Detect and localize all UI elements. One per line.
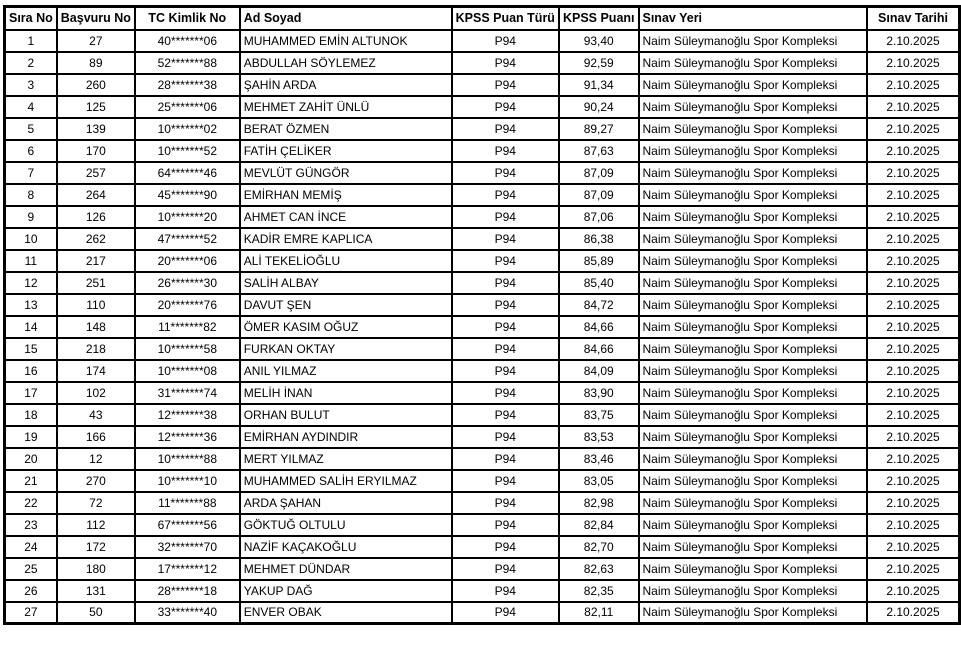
table-row (5, 272, 960, 294)
cell-sinav-yeri: Naim Süleymanoğlu Spor Kompleksi (639, 228, 868, 250)
cell-sira-no: 3 (5, 74, 57, 96)
cell-sira-no: 22 (5, 492, 57, 514)
cell-sinav-yeri: Naim Süleymanoğlu Spor Kompleksi (639, 74, 868, 96)
cell-basvuru-no: 112 (57, 514, 135, 536)
cell-sinav-tarihi: 2.10.2025 (867, 294, 959, 316)
cell-sira-no: 16 (5, 360, 57, 382)
cell-basvuru-no: 270 (57, 470, 135, 492)
cell-basvuru-no: 126 (57, 206, 135, 228)
table-row (5, 426, 960, 448)
table-row (5, 140, 960, 162)
cell-sinav-tarihi: 2.10.2025 (867, 52, 959, 74)
cell-ad-soyad: BERAT ÖZMEN (240, 118, 452, 140)
cell-sinav-yeri: Naim Süleymanoğlu Spor Kompleksi (639, 404, 868, 426)
cell-tc-kimlik-no: 31*******74 (135, 382, 240, 404)
cell-sira-no: 23 (5, 514, 57, 536)
cell-sinav-yeri: Naim Süleymanoğlu Spor Kompleksi (639, 52, 868, 74)
cell-kpss-puan-turu: P94 (452, 118, 559, 140)
cell-kpss-puan-turu: P94 (452, 272, 559, 294)
cell-sinav-tarihi: 2.10.2025 (867, 228, 959, 250)
table-row (5, 470, 960, 492)
cell-sinav-tarihi: 2.10.2025 (867, 162, 959, 184)
cell-kpss-puani: 87,09 (559, 162, 639, 184)
cell-sinav-tarihi: 2.10.2025 (867, 74, 959, 96)
cell-sira-no: 24 (5, 536, 57, 558)
cell-kpss-puani: 93,40 (559, 30, 639, 52)
cell-ad-soyad: MELİH İNAN (240, 382, 452, 404)
cell-tc-kimlik-no: 12*******38 (135, 404, 240, 426)
cell-kpss-puani: 84,66 (559, 316, 639, 338)
cell-basvuru-no: 43 (57, 404, 135, 426)
cell-tc-kimlik-no: 20*******76 (135, 294, 240, 316)
cell-tc-kimlik-no: 45*******90 (135, 184, 240, 206)
cell-kpss-puani: 83,75 (559, 404, 639, 426)
cell-kpss-puani: 85,40 (559, 272, 639, 294)
cell-tc-kimlik-no: 10*******52 (135, 140, 240, 162)
cell-ad-soyad: ANIL YILMAZ (240, 360, 452, 382)
cell-basvuru-no: 180 (57, 558, 135, 580)
cell-tc-kimlik-no: 10*******88 (135, 448, 240, 470)
cell-sinav-yeri: Naim Süleymanoğlu Spor Kompleksi (639, 140, 868, 162)
table-row (5, 74, 960, 96)
cell-sira-no: 17 (5, 382, 57, 404)
cell-tc-kimlik-no: 64*******46 (135, 162, 240, 184)
table-row (5, 184, 960, 206)
cell-kpss-puan-turu: P94 (452, 250, 559, 272)
table-row (5, 250, 960, 272)
cell-basvuru-no: 264 (57, 184, 135, 206)
cell-kpss-puani: 87,09 (559, 184, 639, 206)
column-header-tc-kimlik-no: TC Kimlik No (135, 7, 240, 30)
cell-sinav-tarihi: 2.10.2025 (867, 184, 959, 206)
cell-basvuru-no: 148 (57, 316, 135, 338)
cell-sira-no: 11 (5, 250, 57, 272)
cell-basvuru-no: 174 (57, 360, 135, 382)
cell-kpss-puan-turu: P94 (452, 228, 559, 250)
cell-ad-soyad: MEHMET DÜNDAR (240, 558, 452, 580)
cell-tc-kimlik-no: 10*******10 (135, 470, 240, 492)
cell-sinav-tarihi: 2.10.2025 (867, 118, 959, 140)
cell-ad-soyad: KADİR EMRE KAPLICA (240, 228, 452, 250)
cell-tc-kimlik-no: 10*******08 (135, 360, 240, 382)
cell-sinav-tarihi: 2.10.2025 (867, 602, 959, 624)
cell-sinav-yeri: Naim Süleymanoğlu Spor Kompleksi (639, 162, 868, 184)
cell-sinav-yeri: Naim Süleymanoğlu Spor Kompleksi (639, 206, 868, 228)
cell-kpss-puani: 83,53 (559, 426, 639, 448)
cell-basvuru-no: 131 (57, 580, 135, 602)
cell-ad-soyad: EMİRHAN AYDINDIR (240, 426, 452, 448)
table-row (5, 580, 960, 602)
table-row (5, 30, 960, 52)
cell-kpss-puani: 84,66 (559, 338, 639, 360)
cell-sinav-tarihi: 2.10.2025 (867, 426, 959, 448)
cell-sinav-tarihi: 2.10.2025 (867, 250, 959, 272)
cell-sinav-tarihi: 2.10.2025 (867, 448, 959, 470)
cell-ad-soyad: ENVER OBAK (240, 602, 452, 624)
cell-ad-soyad: SALİH ALBAY (240, 272, 452, 294)
cell-kpss-puan-turu: P94 (452, 514, 559, 536)
cell-sinav-tarihi: 2.10.2025 (867, 382, 959, 404)
cell-tc-kimlik-no: 40*******06 (135, 30, 240, 52)
column-header-sira-no: Sıra No (5, 7, 57, 30)
cell-sinav-yeri: Naim Süleymanoğlu Spor Kompleksi (639, 184, 868, 206)
cell-basvuru-no: 218 (57, 338, 135, 360)
cell-tc-kimlik-no: 25*******06 (135, 96, 240, 118)
cell-basvuru-no: 170 (57, 140, 135, 162)
cell-basvuru-no: 251 (57, 272, 135, 294)
cell-sinav-tarihi: 2.10.2025 (867, 316, 959, 338)
cell-kpss-puan-turu: P94 (452, 74, 559, 96)
table-row (5, 206, 960, 228)
cell-tc-kimlik-no: 26*******30 (135, 272, 240, 294)
cell-sira-no: 21 (5, 470, 57, 492)
cell-kpss-puani: 82,63 (559, 558, 639, 580)
cell-kpss-puan-turu: P94 (452, 338, 559, 360)
table-row (5, 492, 960, 514)
cell-tc-kimlik-no: 17*******12 (135, 558, 240, 580)
table-row (5, 404, 960, 426)
cell-sira-no: 10 (5, 228, 57, 250)
cell-tc-kimlik-no: 12*******36 (135, 426, 240, 448)
table-row (5, 448, 960, 470)
cell-sira-no: 5 (5, 118, 57, 140)
cell-kpss-puan-turu: P94 (452, 360, 559, 382)
cell-kpss-puani: 87,06 (559, 206, 639, 228)
cell-kpss-puani: 82,70 (559, 536, 639, 558)
cell-sinav-tarihi: 2.10.2025 (867, 360, 959, 382)
cell-sinav-tarihi: 2.10.2025 (867, 96, 959, 118)
cell-sira-no: 2 (5, 52, 57, 74)
cell-sira-no: 26 (5, 580, 57, 602)
cell-kpss-puani: 83,90 (559, 382, 639, 404)
cell-kpss-puan-turu: P94 (452, 184, 559, 206)
cell-basvuru-no: 257 (57, 162, 135, 184)
cell-tc-kimlik-no: 47*******52 (135, 228, 240, 250)
cell-sira-no: 18 (5, 404, 57, 426)
table-row (5, 316, 960, 338)
cell-sinav-yeri: Naim Süleymanoğlu Spor Kompleksi (639, 382, 868, 404)
cell-basvuru-no: 262 (57, 228, 135, 250)
cell-sinav-yeri: Naim Süleymanoğlu Spor Kompleksi (639, 316, 868, 338)
cell-sinav-tarihi: 2.10.2025 (867, 580, 959, 602)
cell-tc-kimlik-no: 11*******82 (135, 316, 240, 338)
cell-sinav-tarihi: 2.10.2025 (867, 470, 959, 492)
cell-kpss-puan-turu: P94 (452, 536, 559, 558)
cell-sira-no: 14 (5, 316, 57, 338)
cell-kpss-puani: 82,98 (559, 492, 639, 514)
cell-sinav-tarihi: 2.10.2025 (867, 536, 959, 558)
cell-ad-soyad: ŞAHİN ARDA (240, 74, 452, 96)
cell-ad-soyad: ARDA ŞAHAN (240, 492, 452, 514)
cell-tc-kimlik-no: 10*******20 (135, 206, 240, 228)
cell-kpss-puani: 83,05 (559, 470, 639, 492)
table-row (5, 338, 960, 360)
cell-ad-soyad: MUHAMMED EMİN ALTUNOK (240, 30, 452, 52)
cell-sira-no: 25 (5, 558, 57, 580)
cell-tc-kimlik-no: 28*******38 (135, 74, 240, 96)
cell-ad-soyad: ALİ TEKELİOĞLU (240, 250, 452, 272)
cell-kpss-puan-turu: P94 (452, 492, 559, 514)
cell-kpss-puan-turu: P94 (452, 404, 559, 426)
cell-kpss-puani: 91,34 (559, 74, 639, 96)
cell-kpss-puani: 82,11 (559, 602, 639, 624)
cell-sinav-tarihi: 2.10.2025 (867, 30, 959, 52)
cell-tc-kimlik-no: 67*******56 (135, 514, 240, 536)
cell-kpss-puan-turu: P94 (452, 206, 559, 228)
column-header-kpss-puan-turu: KPSS Puan Türü (452, 7, 559, 30)
cell-sira-no: 1 (5, 30, 57, 52)
column-header-sinav-yeri: Sınav Yeri (639, 7, 868, 30)
cell-basvuru-no: 72 (57, 492, 135, 514)
cell-ad-soyad: EMİRHAN MEMİŞ (240, 184, 452, 206)
cell-kpss-puani: 92,59 (559, 52, 639, 74)
table-row (5, 228, 960, 250)
cell-tc-kimlik-no: 32*******70 (135, 536, 240, 558)
cell-kpss-puani: 82,84 (559, 514, 639, 536)
cell-sinav-yeri: Naim Süleymanoğlu Spor Kompleksi (639, 294, 868, 316)
cell-kpss-puani: 90,24 (559, 96, 639, 118)
cell-kpss-puan-turu: P94 (452, 162, 559, 184)
cell-ad-soyad: GÖKTUĞ OLTULU (240, 514, 452, 536)
table-header-row (5, 7, 960, 30)
cell-sira-no: 13 (5, 294, 57, 316)
cell-kpss-puani: 84,72 (559, 294, 639, 316)
cell-ad-soyad: AHMET CAN İNCE (240, 206, 452, 228)
cell-sira-no: 4 (5, 96, 57, 118)
exam-results-table (3, 5, 961, 625)
cell-sinav-yeri: Naim Süleymanoğlu Spor Kompleksi (639, 492, 868, 514)
cell-basvuru-no: 166 (57, 426, 135, 448)
cell-sinav-yeri: Naim Süleymanoğlu Spor Kompleksi (639, 30, 868, 52)
cell-kpss-puan-turu: P94 (452, 316, 559, 338)
cell-sinav-yeri: Naim Süleymanoğlu Spor Kompleksi (639, 426, 868, 448)
cell-sira-no: 9 (5, 206, 57, 228)
cell-sinav-yeri: Naim Süleymanoğlu Spor Kompleksi (639, 470, 868, 492)
table-row (5, 96, 960, 118)
cell-sinav-yeri: Naim Süleymanoğlu Spor Kompleksi (639, 558, 868, 580)
cell-tc-kimlik-no: 10*******02 (135, 118, 240, 140)
cell-kpss-puan-turu: P94 (452, 294, 559, 316)
cell-sinav-tarihi: 2.10.2025 (867, 338, 959, 360)
cell-basvuru-no: 12 (57, 448, 135, 470)
cell-sira-no: 27 (5, 602, 57, 624)
cell-tc-kimlik-no: 28*******18 (135, 580, 240, 602)
cell-kpss-puan-turu: P94 (452, 96, 559, 118)
column-header-basvuru-no: Başvuru No (57, 7, 135, 30)
cell-ad-soyad: ÖMER KASIM OĞUZ (240, 316, 452, 338)
cell-sinav-yeri: Naim Süleymanoğlu Spor Kompleksi (639, 448, 868, 470)
cell-kpss-puan-turu: P94 (452, 470, 559, 492)
cell-ad-soyad: ORHAN BULUT (240, 404, 452, 426)
cell-sinav-tarihi: 2.10.2025 (867, 206, 959, 228)
table-row (5, 602, 960, 624)
cell-basvuru-no: 102 (57, 382, 135, 404)
cell-sinav-tarihi: 2.10.2025 (867, 492, 959, 514)
cell-sinav-yeri: Naim Süleymanoğlu Spor Kompleksi (639, 536, 868, 558)
cell-ad-soyad: MERT YILMAZ (240, 448, 452, 470)
cell-sinav-yeri: Naim Süleymanoğlu Spor Kompleksi (639, 250, 868, 272)
cell-kpss-puan-turu: P94 (452, 382, 559, 404)
cell-ad-soyad: FURKAN OKTAY (240, 338, 452, 360)
column-header-ad-soyad: Ad Soyad (240, 7, 452, 30)
cell-sinav-tarihi: 2.10.2025 (867, 140, 959, 162)
cell-ad-soyad: MEHMET ZAHİT ÜNLÜ (240, 96, 452, 118)
table-row (5, 118, 960, 140)
cell-ad-soyad: ABDULLAH SÖYLEMEZ (240, 52, 452, 74)
cell-sira-no: 15 (5, 338, 57, 360)
cell-tc-kimlik-no: 52*******88 (135, 52, 240, 74)
table-row (5, 162, 960, 184)
cell-sinav-yeri: Naim Süleymanoğlu Spor Kompleksi (639, 272, 868, 294)
table-row (5, 294, 960, 316)
table-body (5, 30, 960, 624)
cell-kpss-puan-turu: P94 (452, 602, 559, 624)
cell-sira-no: 6 (5, 140, 57, 162)
cell-basvuru-no: 89 (57, 52, 135, 74)
cell-sinav-yeri: Naim Süleymanoğlu Spor Kompleksi (639, 360, 868, 382)
table-row (5, 360, 960, 382)
table-row (5, 514, 960, 536)
cell-kpss-puan-turu: P94 (452, 30, 559, 52)
cell-kpss-puan-turu: P94 (452, 52, 559, 74)
cell-basvuru-no: 260 (57, 74, 135, 96)
cell-sinav-tarihi: 2.10.2025 (867, 514, 959, 536)
cell-kpss-puani: 82,35 (559, 580, 639, 602)
cell-sinav-yeri: Naim Süleymanoğlu Spor Kompleksi (639, 580, 868, 602)
cell-sinav-yeri: Naim Süleymanoğlu Spor Kompleksi (639, 338, 868, 360)
cell-sinav-tarihi: 2.10.2025 (867, 272, 959, 294)
cell-sinav-tarihi: 2.10.2025 (867, 404, 959, 426)
table-row (5, 558, 960, 580)
cell-sinav-tarihi: 2.10.2025 (867, 558, 959, 580)
cell-basvuru-no: 50 (57, 602, 135, 624)
cell-ad-soyad: DAVUT ŞEN (240, 294, 452, 316)
cell-kpss-puan-turu: P94 (452, 580, 559, 602)
cell-tc-kimlik-no: 11*******88 (135, 492, 240, 514)
cell-kpss-puan-turu: P94 (452, 140, 559, 162)
cell-ad-soyad: MUHAMMED SALİH ERYILMAZ (240, 470, 452, 492)
cell-sinav-yeri: Naim Süleymanoğlu Spor Kompleksi (639, 602, 868, 624)
table-row (5, 536, 960, 558)
cell-kpss-puani: 86,38 (559, 228, 639, 250)
cell-sira-no: 12 (5, 272, 57, 294)
cell-basvuru-no: 172 (57, 536, 135, 558)
column-header-kpss-puani: KPSS Puanı (559, 7, 639, 30)
table-row (5, 52, 960, 74)
cell-sira-no: 7 (5, 162, 57, 184)
cell-kpss-puani: 87,63 (559, 140, 639, 162)
cell-sinav-yeri: Naim Süleymanoğlu Spor Kompleksi (639, 514, 868, 536)
cell-kpss-puani: 83,46 (559, 448, 639, 470)
cell-kpss-puani: 85,89 (559, 250, 639, 272)
cell-kpss-puan-turu: P94 (452, 448, 559, 470)
cell-ad-soyad: MEVLÜT GÜNGÖR (240, 162, 452, 184)
cell-basvuru-no: 110 (57, 294, 135, 316)
cell-ad-soyad: YAKUP DAĞ (240, 580, 452, 602)
cell-sinav-yeri: Naim Süleymanoğlu Spor Kompleksi (639, 118, 868, 140)
cell-sira-no: 8 (5, 184, 57, 206)
cell-basvuru-no: 217 (57, 250, 135, 272)
cell-kpss-puan-turu: P94 (452, 426, 559, 448)
cell-basvuru-no: 27 (57, 30, 135, 52)
cell-tc-kimlik-no: 10*******58 (135, 338, 240, 360)
cell-ad-soyad: NAZİF KAÇAKOĞLU (240, 536, 452, 558)
cell-tc-kimlik-no: 33*******40 (135, 602, 240, 624)
cell-basvuru-no: 125 (57, 96, 135, 118)
cell-kpss-puan-turu: P94 (452, 558, 559, 580)
cell-kpss-puani: 89,27 (559, 118, 639, 140)
column-header-sinav-tarihi: Sınav Tarihi (867, 7, 959, 30)
cell-tc-kimlik-no: 20*******06 (135, 250, 240, 272)
cell-sira-no: 20 (5, 448, 57, 470)
cell-ad-soyad: FATİH ÇELİKER (240, 140, 452, 162)
cell-kpss-puani: 84,09 (559, 360, 639, 382)
table-row (5, 382, 960, 404)
cell-sira-no: 19 (5, 426, 57, 448)
cell-basvuru-no: 139 (57, 118, 135, 140)
cell-sinav-yeri: Naim Süleymanoğlu Spor Kompleksi (639, 96, 868, 118)
